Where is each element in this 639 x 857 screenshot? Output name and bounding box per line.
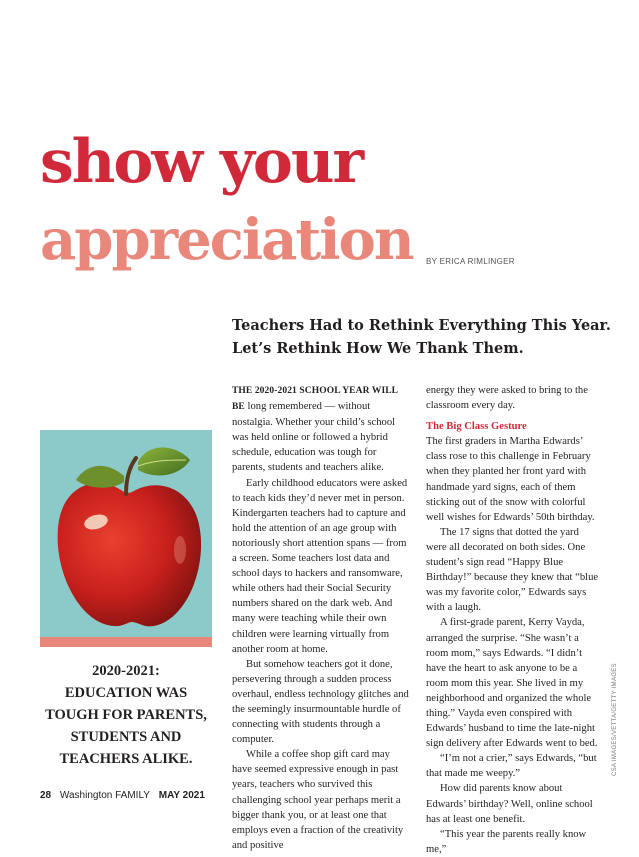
subheadline xyxy=(232,314,622,360)
subheadline-line-2: Let’s Rethink How We Thank Them. xyxy=(232,340,524,357)
body-paragraph xyxy=(232,383,412,476)
body-paragraph: But somehow teachers got it done, persevering through a sudden process overhaul, endless technology glitches and the seemingly insurmountable hurdle of connecting with students through a computer. xyxy=(232,658,409,746)
apple-icon xyxy=(40,430,212,637)
pull-quote-line: TOUGH FOR PARENTS, xyxy=(45,707,207,723)
issue-date: MAY 2021 xyxy=(158,790,205,801)
apple-photo xyxy=(40,430,212,637)
byline: BY ERICA RIMLINGER xyxy=(426,257,515,266)
body-paragraph: energy they were asked to bring to the classroom every day. xyxy=(426,385,588,412)
body-column-2 xyxy=(426,383,600,857)
pull-quote xyxy=(40,660,212,770)
lead-in: THE 2020-2021 SCHOOL YEAR WILL BE xyxy=(232,386,398,413)
headline-line-1: show your xyxy=(40,127,363,197)
body-paragraph: How did parents know about Edwards’ birthday? Well, online school has at least one benefit. xyxy=(426,783,593,825)
pull-quote-line: 2020-2021: xyxy=(92,663,160,679)
magazine-name: Washington FAMILY xyxy=(59,790,150,801)
page-number: 28 xyxy=(40,790,52,801)
subheadline-line-1: Teachers Had to Rethink Everything This Year. xyxy=(232,317,611,334)
photo-credit: CSA IMAGES/VETTA/GETTY IMAGES xyxy=(612,663,618,776)
page-footer xyxy=(40,790,205,801)
paragraph-text: long remembered — without nostalgia. Whether your child’s school was held online or followed a hybrid schedule, education was tough for parents, students and teachers alike. xyxy=(232,401,396,474)
photo-accent-bar xyxy=(40,637,212,647)
pull-quote-line: TEACHERS ALIKE. xyxy=(59,751,193,767)
headline-line-2: appreciation xyxy=(40,207,413,273)
section-subhead: The Big Class Gesture xyxy=(426,421,527,433)
pull-quote-line: EDUCATION WAS xyxy=(64,685,188,701)
body-paragraph: A first-grade parent, Kerry Vayda, arranged the surprise. “She wasn’t a room mom,” says Edwards. “I didn’t have the heart to ask anyone to be a room mom this year. She lived in my neighborhood and organized the whole thing.” Vayda even conspired with Edwards’ husband to time the late-night sign delivery after Edwards went to bed. xyxy=(426,617,598,750)
body-paragraph: While a coffee shop gift card may have seemed expressive enough in past years, teachers who survived this challenging school year perhaps merit a bigger thank you, or at least one that employs even a fraction of the creativity and positive xyxy=(232,749,404,851)
body-paragraph: The first graders in Martha Edwards’ class rose to this challenge in February when they planted her front yard with handmade yard signs, each of them sticking out of the snow with colorful well wishes for Edwards’ 50th birthday. xyxy=(426,436,595,523)
body-paragraph: The 17 signs that dotted the yard were all decorated on both sides. One student’s sign read “Happy Blue Birthday!” because they knew that “blue was my favorite color,” Edwards says with a laugh. xyxy=(426,526,599,614)
body-column-1 xyxy=(232,383,412,853)
body-paragraph: Early childhood educators were asked to teach kids they’d never met in person. Kindergarten teachers had to capture and hold the attention of an age group with notoriously short attention spans — from a screen. Some teachers lost data and school days to hackers and ransomware, while others had their Social Security numbers shared on the dark web. And many were teaching while their own children were learning virtually from another room at home. xyxy=(232,477,408,655)
body-paragraph: “This year the parents really know me,” xyxy=(426,828,587,855)
body-paragraph: “I’m not a crier,” says Edwards, “but that made me weepy.” xyxy=(426,753,597,780)
pull-quote-line: STUDENTS AND xyxy=(70,729,182,745)
